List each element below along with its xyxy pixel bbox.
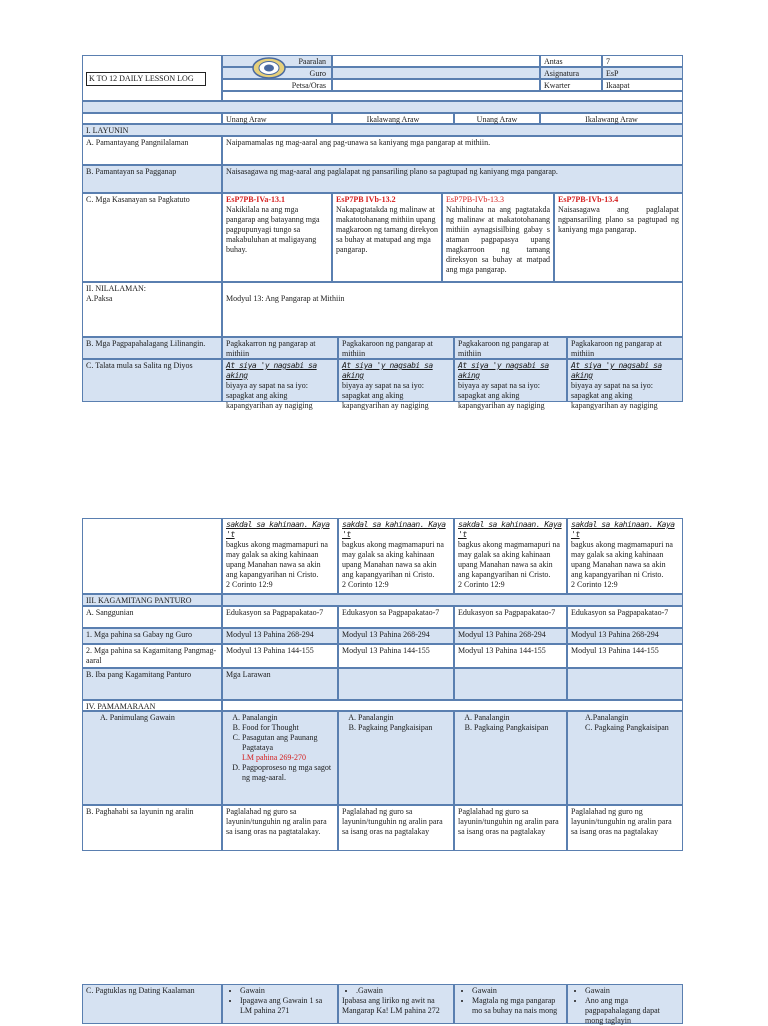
- iba-pang-kagamitan-cell-3: [454, 668, 567, 700]
- verse-text-2: biyaya ay sapat na sa iyo: sapagkat ang aking kapangyarihan ay nagiging: [342, 381, 429, 410]
- kagamitang-cell-4: [567, 644, 683, 668]
- talata-cell-3: [454, 359, 567, 410]
- verse-cont-text-1: bagkus akong magmamapuri na may galak sa aking kahinaan upang Manahan nawa sa akin ang kapangyarihan ni Cristo.: [226, 540, 328, 579]
- kasanayan-cell-1: [222, 193, 332, 282]
- panimulang-cell-2: [338, 711, 454, 805]
- header-title-cell: [82, 55, 222, 101]
- panimulang-list-3: [458, 713, 563, 733]
- asignatura-label: Asignatura: [544, 69, 580, 78]
- panimulang-cell-3: [454, 711, 567, 805]
- antas-value-cell: [602, 55, 683, 67]
- competency-code-3: EsP7PB-IVb-13.3: [446, 195, 505, 204]
- kwarter-label: Kwarter: [544, 81, 571, 90]
- gabay-cell-4: [567, 628, 683, 644]
- iba-pang-kagamitan-cell-1: [222, 668, 338, 700]
- sanggunian-label: A. Sanggunian: [86, 608, 134, 617]
- list-item: B. Pagkaing Pangkaisipan: [358, 723, 450, 733]
- pamantayang-pangnilalaman-label-cell: [82, 136, 222, 165]
- pamantayang-pangnilalaman-label: A. Pamantayang Pangnilalaman: [86, 138, 189, 147]
- paksa-text: Modyul 13: Ang Pangarap at Mithiin: [226, 294, 345, 303]
- list-item: [242, 733, 334, 763]
- pagtuklas-list-1: [226, 986, 334, 1016]
- verse-text-1: biyaya ay sapat na sa iyo: sapagkat ang aking kapangyarihan ay nagiging: [226, 381, 313, 410]
- gabay-label: 1. Mga pahina sa Gabay ng Guro: [86, 630, 192, 639]
- nilalaman-label-cell: [82, 282, 222, 337]
- kasanayan-label: C. Mga Kasanayan sa Pagkatuto: [86, 195, 190, 204]
- gabay-cell-1: [222, 628, 338, 644]
- gabay-value-2: Modyul 13 Pahina 268-294: [342, 630, 430, 639]
- kasanayan-cell-2: [332, 193, 442, 282]
- list-item: C. Pagkaing Pangkaisipan: [585, 723, 669, 732]
- pamantayan-pagganap-text: Naisasagawa ng mag-aaral ang paglalapat ng pansariling plano sa pagtupad ng kaniyang mga pangarap.: [226, 167, 558, 176]
- lm-page-ref: LM pahina 269-270: [242, 753, 306, 762]
- verse-handwritten-2: At siya 'y nagsabi sa aking: [342, 361, 433, 380]
- pagtuklas-list-3: [458, 986, 563, 1016]
- sanggunian-cell-1: [222, 606, 338, 628]
- day-1-label: Unang Araw: [226, 115, 267, 124]
- competency-text-3: Nahihinuha na ang pagtatakda ng malinaw at makatotohanang mithiin aynagsisilbing gabay s ataman pagpapasya upang magkarroon ng tamang direksyon sa buhay at matpad ang mga pangarap.: [446, 205, 550, 274]
- kwarter-label-cell: [540, 79, 602, 91]
- pagtuklas-cell-4: [567, 984, 683, 1024]
- pagtuklas-cell-1: [222, 984, 338, 1024]
- paaralan-label: Paaralan: [298, 57, 326, 66]
- kasanayan-cell-3: [442, 193, 554, 282]
- pamantayan-pagganap-value-cell: [222, 165, 683, 193]
- kagamitan-heading-fill: [222, 594, 683, 606]
- petsa-label: Petsa/Oras: [291, 81, 326, 90]
- verse-cont-cell-2: [338, 518, 454, 594]
- panimulang-gawain-label: A. Panimulang Gawain: [100, 713, 175, 722]
- verse-cont-handwritten-4: sakdal sa kahinaan. Kaya 't: [571, 520, 675, 539]
- verse-cont-cell-1: [222, 518, 338, 594]
- list-item: B. Food for Thought: [242, 723, 334, 733]
- verse-cont-cell-3: [454, 518, 567, 594]
- pagtuklas-label: C. Pagtuklas ng Dating Kaalaman: [86, 986, 195, 995]
- pagpapahalaga-value-3: Pagkakaroon ng pangarap at mithiin: [458, 339, 549, 358]
- petsa-label-cell: [222, 79, 332, 91]
- layunin-heading: I. LAYUNIN: [86, 126, 129, 135]
- list-item: A. Panalangin: [358, 713, 450, 723]
- asignatura-value: EsP: [606, 69, 619, 78]
- verse-ref-3: 2 Corinto 12:9: [458, 580, 505, 589]
- pamamaraan-heading-cell: [82, 700, 222, 711]
- kagamitang-cell-2: [338, 644, 454, 668]
- panimulang-list-1: [226, 713, 334, 783]
- day-1-header: [222, 113, 332, 124]
- list-item: • Gawain: [585, 986, 679, 996]
- kagamitang-cell-3: [454, 644, 567, 668]
- day-2-label: Ikalawang Araw: [366, 115, 420, 124]
- list-item: D. Pagpoproseso ng mga sagot ng mag-aaral.: [242, 763, 334, 783]
- lesson-log-title: K TO 12 DAILY LESSON LOG: [86, 72, 206, 86]
- iba-pang-kagamitan-value: Mga Larawan: [226, 670, 271, 679]
- competency-text-4: Naisasagawa ang paglalapat ngpansariling plano sa pagtupad ng kaniyang mga pangarap.: [558, 205, 679, 234]
- asignatura-label-cell: [540, 67, 602, 79]
- sanggunian-value-4: Edukasyon sa Pagpapakatao-7: [571, 608, 669, 617]
- nilalaman-heading: II. NILALAMAN:: [86, 284, 146, 293]
- sanggunian-label-cell: [82, 606, 222, 628]
- gabay-cell-3: [454, 628, 567, 644]
- asignatura-value-cell: [602, 67, 683, 79]
- kasanayan-cell-4: [554, 193, 683, 282]
- pagpapahalaga-cell-3: [454, 337, 567, 359]
- list-item-text: Pasagutan ang Paunang Pagtataya: [242, 733, 318, 752]
- verse-handwritten-1: At siya 'y nagsabi sa aking: [226, 361, 317, 380]
- verse-cont-text-3: bagkus akong magmamapuri na may galak sa aking kahinaan upang Manahan nawa sa akin ang kapangyarihan ni Cristo.: [458, 540, 560, 579]
- pagpapahalaga-cell-4: [567, 337, 683, 359]
- talata-label: C. Talata mula sa Salita ng Diyos: [86, 361, 193, 370]
- pagpapahalaga-label: B. Mga Pagpapahalagang Lilinangin.: [86, 339, 206, 348]
- header-spacer: [222, 91, 683, 101]
- pamamaraan-heading: IV. PAMAMARAAN: [86, 702, 156, 711]
- day-2-header: [332, 113, 454, 124]
- pamantayan-pagganap-label-cell: [82, 165, 222, 193]
- sanggunian-cell-2: [338, 606, 454, 628]
- paksa-value-cell: [222, 282, 683, 337]
- kagamitang-pangmag-aaral-label: 2. Mga pahina sa Kagamitang Pangmag-aaral: [86, 646, 217, 665]
- kagamitang-cell-1: [222, 644, 338, 668]
- paksa-label: A.Paksa: [86, 294, 113, 303]
- sanggunian-cell-4: [567, 606, 683, 628]
- paghahabi-label-cell: [82, 805, 222, 851]
- kwarter-value: Ikaapat: [606, 81, 630, 90]
- sanggunian-value-3: Edukasyon sa Pagpapakatao-7: [458, 608, 556, 617]
- guro-label: Guro: [309, 69, 326, 78]
- list-item: B. Pagkaing Pangkaisipan: [474, 723, 563, 733]
- iba-pang-kagamitan-label: B. Iba pang Kagamitang Panturo: [86, 670, 192, 679]
- gabay-value-1: Modyul 13 Pahina 268-294: [226, 630, 314, 639]
- competency-text-2: Nakapagtatakda ng malinaw at makatotohanang mithiin upang magkaroon ng tamang direkyon sa buhay at matupad ang mga pangarap.: [336, 205, 438, 254]
- pagpapahalaga-cell-2: [338, 337, 454, 359]
- antas-value: 7: [606, 57, 610, 66]
- list-item: • .Gawain: [356, 986, 450, 996]
- paghahabi-text-4: Paglalahad ng guro ng layunin/tunguhin ng aralin para sa isang oras na pagtalakay: [571, 807, 672, 836]
- verse-cont-handwritten-2: sakdal sa kahinaan. Kaya 't: [342, 520, 446, 539]
- talata-cell-1: [222, 359, 338, 410]
- kagamitang-pangmag-aaral-label-cell: [82, 644, 222, 668]
- day-4-label: Ikalawang Araw: [585, 115, 638, 124]
- verse-handwritten-4: At siya 'y nagsabi sa aking: [571, 361, 662, 380]
- verse-cont-handwritten-1: sakdal sa kahinaan. Kaya 't: [226, 520, 330, 539]
- day-3-header: [454, 113, 540, 124]
- kagamitan-heading-cell: [82, 594, 222, 606]
- pagpapahalaga-cell-1: [222, 337, 338, 359]
- paghahabi-text-1: Paglalahad ng guro sa layunin/tunguhin ng aralin para sa isang oras na pagtatalakay.: [226, 807, 327, 836]
- competency-text-1: Nakikilala na ang mga pangarap ang batayanng mga pagpupunyagi tungo sa makabuluhan at maligayang buhay.: [226, 205, 320, 254]
- petsa-value-cell: [332, 79, 540, 91]
- verse-cont-label-cell: [82, 518, 222, 594]
- verse-ref-1: 2 Corinto 12:9: [226, 580, 273, 589]
- list-item: • Gawain: [472, 986, 563, 996]
- antas-label: Antas: [544, 57, 563, 66]
- verse-ref-4: 2 Corinto 12:9: [571, 580, 618, 589]
- blank-row: [82, 101, 683, 113]
- list-item: • Ano ang mga pagpapahalagang dapat mong taglayin: [585, 996, 679, 1026]
- guro-value-cell: [332, 67, 540, 79]
- panimulang-list-2: [342, 713, 450, 733]
- pamantayang-pangnilalaman-text: Naipamamalas ng mag-aaral ang pag-unawa sa kaniyang mga pangarap at mithiin.: [226, 138, 491, 147]
- day-3-label: Unang Araw: [476, 115, 518, 124]
- layunin-heading-row: [82, 124, 683, 136]
- pagpapahalaga-value-2: Pagkakaroon ng pangarap at mithiin: [342, 339, 433, 358]
- sanggunian-cell-3: [454, 606, 567, 628]
- iba-pang-kagamitan-cell-2: [338, 668, 454, 700]
- paghahabi-text-2: Paglalahad ng guro sa layunin/tunguhin ng aralin para sa isang oras na pagtalakay: [342, 807, 443, 836]
- pagtuklas-cell-3: [454, 984, 567, 1024]
- paghahabi-cell-4: [567, 805, 683, 851]
- pamamaraan-heading-fill: [222, 700, 683, 711]
- antas-label-cell: [540, 55, 602, 67]
- verse-handwritten-3: At siya 'y nagsabi sa aking: [458, 361, 549, 380]
- verse-text-4: biyaya ay sapat na sa iyo: sapagkat ang aking kapangyarihan ay nagiging: [571, 381, 658, 410]
- competency-code-1: EsP7PB-IVa-13.1: [226, 195, 286, 204]
- list-item: • Ipagawa ang Gawain 1 sa LM pahina 271: [240, 996, 334, 1016]
- gabay-cell-2: [338, 628, 454, 644]
- paghahabi-label: B. Paghahabi sa layunin ng aralin: [86, 807, 194, 816]
- talata-label-cell: [82, 359, 222, 402]
- gabay-value-3: Modyul 13 Pahina 268-294: [458, 630, 546, 639]
- panimulang-cell-4: [567, 711, 683, 805]
- pamantayan-pagganap-label: B. Pamantayan sa Pagganap: [86, 167, 177, 176]
- verse-cont-text-4: bagkus akong magmamapuri na may galak sa aking kahinaan upang Manahan nawa sa akin ang kapangyarihan ni Cristo.: [571, 540, 673, 579]
- panimulang-gawain-label-cell: [82, 711, 222, 805]
- iba-pang-kagamitan-cell-4: [567, 668, 683, 700]
- pagtuklas-list-4: [571, 986, 679, 1026]
- pagtuklas-list-2: [342, 986, 450, 996]
- paghahabi-cell-2: [338, 805, 454, 851]
- kasanayan-label-cell: [82, 193, 222, 282]
- gabay-value-4: Modyul 13 Pahina 268-294: [571, 630, 659, 639]
- kagamitang-value-4: Modyul 13 Pahina 144-155: [571, 646, 659, 655]
- list-item: A.Panalangin: [585, 713, 629, 722]
- pamantayang-pangnilalaman-value-cell: [222, 136, 683, 165]
- kagamitan-heading: III. KAGAMITANG PANTURO: [86, 596, 192, 605]
- pagpapahalaga-label-cell: [82, 337, 222, 359]
- days-row-label: [82, 113, 222, 124]
- list-item: A. Panalangin: [242, 713, 334, 723]
- gabay-label-cell: [82, 628, 222, 644]
- kagamitang-value-2: Modyul 13 Pahina 144-155: [342, 646, 430, 655]
- pagtuklas-text-2: Ipabasa ang liriko ng awit na Mangarap Ka! LM pahina 272: [342, 996, 440, 1015]
- talata-cell-4: [567, 359, 683, 410]
- pagtuklas-cell-2: [338, 984, 454, 1024]
- pagpapahalaga-value-1: Pagkakarron ng pangarap at mithiin: [226, 339, 316, 358]
- panimulang-cell-1: [222, 711, 338, 805]
- sanggunian-value-1: Edukasyon sa Pagpapakatao-7: [226, 608, 324, 617]
- talata-cell-2: [338, 359, 454, 410]
- kagamitang-value-1: Modyul 13 Pahina 144-155: [226, 646, 314, 655]
- paaralan-value-cell: [332, 55, 540, 67]
- list-item: • Magtala ng mga pangarap mo sa buhay na nais mong: [472, 996, 563, 1016]
- day-4-header: [540, 113, 683, 124]
- paghahabi-cell-3: [454, 805, 567, 851]
- list-item: A. Panalangin: [474, 713, 563, 723]
- list-item: • Gawain: [240, 986, 334, 996]
- kagamitang-value-3: Modyul 13 Pahina 144-155: [458, 646, 546, 655]
- paghahabi-cell-1: [222, 805, 338, 851]
- competency-code-2: EsP7PB IVb-13.2: [336, 195, 396, 204]
- verse-text-3: biyaya ay sapat na sa iyo: sapagkat ang aking kapangyarihan ay nagiging: [458, 381, 545, 410]
- competency-code-4: EsP7PB-IVb-13.4: [558, 195, 619, 204]
- kwarter-value-cell: [602, 79, 683, 91]
- verse-ref-2: 2 Corinto 12:9: [342, 580, 389, 589]
- verse-cont-text-2: bagkus akong magmamapuri na may galak sa aking kahinaan upang Manahan nawa sa akin ang kapangyarihan ni Cristo.: [342, 540, 444, 579]
- verse-cont-cell-4: [567, 518, 683, 594]
- pagpapahalaga-value-4: Pagkakaroon ng pangarap at mithiin: [571, 339, 662, 358]
- iba-pang-kagamitan-label-cell: [82, 668, 222, 700]
- school-seal-icon: [252, 57, 286, 79]
- pagtuklas-label-cell: [82, 984, 222, 1024]
- sanggunian-value-2: Edukasyon sa Pagpapakatao-7: [342, 608, 440, 617]
- paghahabi-text-3: Paglalahad ng guro sa layunin/tunguhin ng aralin para sa isang oras na pagtalakay: [458, 807, 559, 836]
- verse-cont-handwritten-3: sakdal sa kahinaan. Kaya 't: [458, 520, 562, 539]
